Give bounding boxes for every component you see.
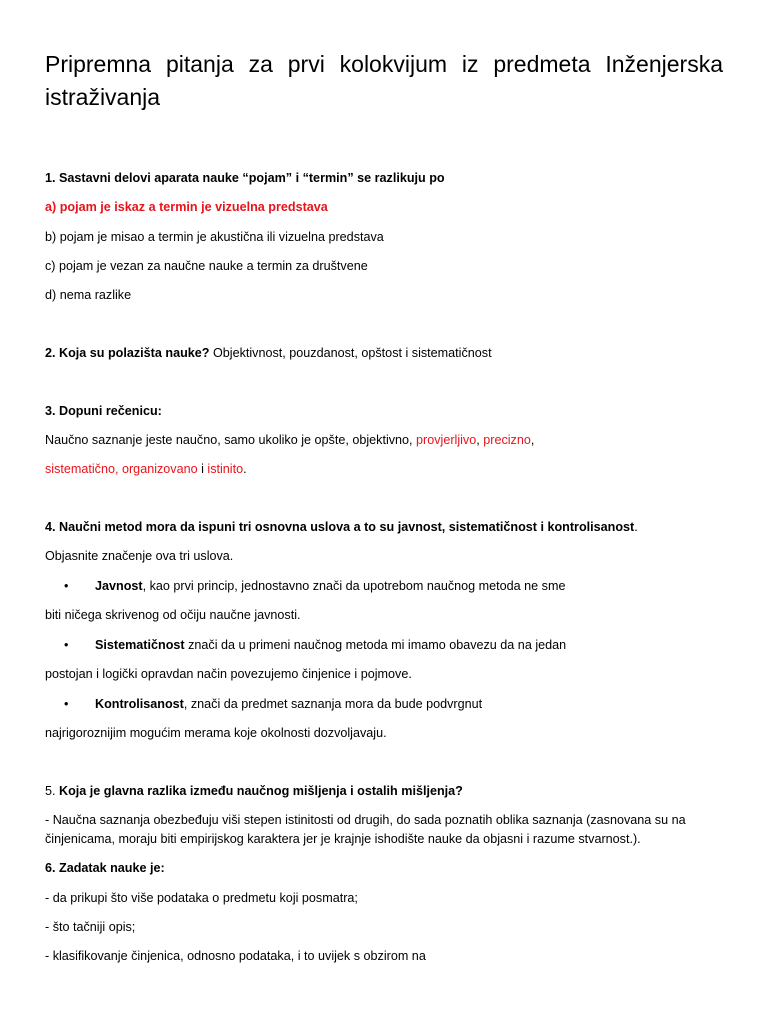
bullet-icon: • <box>64 697 69 711</box>
text-run: , znači da predmet saznanja mora da bude podvrgnut <box>183 697 483 711</box>
text-run: a) pojam je iskaz a termin je vizuelna predstava <box>45 200 328 214</box>
document-title: Pripremna pitanja za prvi kolokvijum iz predmeta Inženjerska istraživanja <box>45 51 723 110</box>
text-run: činjenicama, moraju biti empirijskog karaktera jer je krajnje ishodište nauke da objasni i razume stvarnost.). <box>45 832 641 846</box>
text-run: - da prikupi što više podataka o predmetu koji posmatra; <box>45 891 358 905</box>
question-6-item <box>45 919 135 935</box>
question-4 <box>45 519 638 535</box>
bullet-kontrolisanost-cont <box>45 725 387 741</box>
text-run: postojan i logički opravdan način povezujemo činjenice i pojmove. <box>45 667 412 681</box>
text-run: , kao prvi princip, jednostavno znači da upotrebom naučnog metoda ne sme <box>142 579 566 593</box>
text-run: Kontrolisanost <box>95 697 184 711</box>
text-run: Objasnite značenje ova tri uslova. <box>45 549 234 563</box>
question-3 <box>45 403 162 419</box>
text-run: provjerljivo <box>416 433 477 447</box>
text-run: istinito <box>207 462 244 476</box>
text-run: sistematično, organizovano <box>45 462 198 476</box>
text-run: 1. Sastavni delovi aparata nauke “pojam” i “termin” se razlikuju po <box>45 171 445 185</box>
text-run: - klasifikovanje činjenica, odnosno podataka, i to uvijek s obzirom na <box>45 949 426 963</box>
question-1 <box>45 170 445 186</box>
text-run: - Naučna saznanja obezbeđuju viši stepen istinitosti od drugih, do sada poznatih oblika saznanja (zasnovana su na <box>45 813 686 827</box>
question-6-item <box>45 948 426 964</box>
text-run: Sistematičnost <box>95 638 185 652</box>
question-6 <box>45 860 165 876</box>
bullet-icon: • <box>64 638 69 652</box>
question-5-answer <box>45 812 686 828</box>
question-3-sentence <box>45 432 534 448</box>
bullet-sistematicnost-cont <box>45 666 412 682</box>
text-run: c) pojam je vezan za naučne nauke a termin za društvene <box>45 259 368 273</box>
bullet-icon: • <box>64 579 69 593</box>
text-run: 5. <box>45 784 60 798</box>
question-5-answer-cont <box>45 831 641 847</box>
question-4-instruction <box>45 548 233 564</box>
text-run: Objektivnost, pouzdanost, opštost i sistematičnost <box>212 346 492 360</box>
bullet-javnost-cont <box>45 607 301 623</box>
text-run: 3. Dopuni rečenicu: <box>45 404 162 418</box>
answer-a-correct <box>45 199 328 215</box>
text-run: , <box>530 433 535 447</box>
text-run: biti ničega skrivenog od očiju naučne javnosti. <box>45 608 301 622</box>
bullet-kontrolisanost <box>95 696 482 712</box>
text-run: , <box>476 433 484 447</box>
text-run: . <box>243 462 247 476</box>
text-run: precizno <box>483 433 531 447</box>
text-run: - što tačniji opis; <box>45 920 136 934</box>
text-run: 4. Naučni metod mora da ispuni tri osnovna uslova a to su javnost, sistematičnost i kontrolisanost <box>45 520 635 534</box>
text-run: . <box>634 520 638 534</box>
question-3-sentence-cont <box>45 461 247 477</box>
text-run: b) pojam je misao a termin je akustična ili vizuelna predstava <box>45 230 384 244</box>
text-run: 6. Zadatak nauke je: <box>45 861 165 875</box>
text-run: Naučno saznanje jeste naučno, samo ukoliko je opšte, objektivno, <box>45 433 417 447</box>
text-run: Javnost <box>95 579 143 593</box>
text-run: 2. Koja su polazišta nauke? <box>45 346 213 360</box>
text-run: i <box>197 462 208 476</box>
question-6-item <box>45 890 358 906</box>
answer-d <box>45 287 131 303</box>
answer-c <box>45 258 368 274</box>
question-5 <box>45 783 463 799</box>
question-2 <box>45 345 492 361</box>
text-run: Koja je glavna razlika između naučnog mišljenja i ostalih mišljenja? <box>59 784 463 798</box>
bullet-sistematicnost <box>95 637 566 653</box>
bullet-javnost <box>95 578 565 594</box>
text-run: znači da u primeni naučnog metoda mi imamo obavezu da na jedan <box>184 638 567 652</box>
text-run: d) nema razlike <box>45 288 132 302</box>
text-run: najrigoroznijim mogućim merama koje okolnosti dozvoljavaju. <box>45 726 387 740</box>
answer-b <box>45 229 384 245</box>
